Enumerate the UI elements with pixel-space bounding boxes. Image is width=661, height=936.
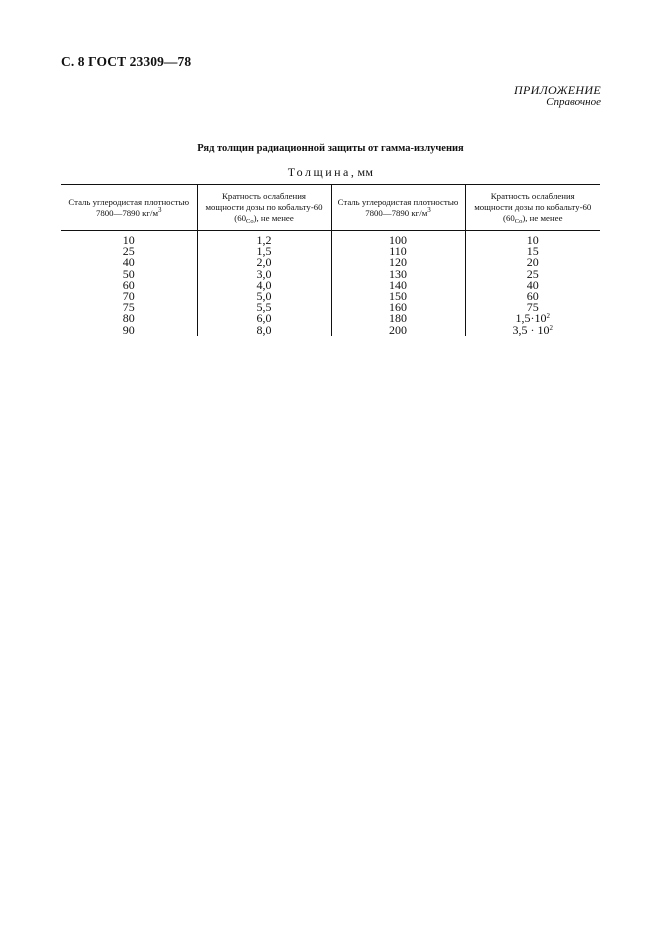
cell-steel-2: 100 bbox=[331, 231, 465, 247]
header-text: Сталь углеродистая плотностью 7800—7890 кг/м bbox=[68, 196, 190, 218]
header-text: Кратность ослабления мощности дозы по кобальту-60 (60 bbox=[474, 191, 592, 223]
cell-attenuation-2: 10 bbox=[465, 231, 600, 247]
appendix-label-block bbox=[514, 84, 601, 108]
table-header-row bbox=[61, 185, 600, 231]
table-row bbox=[61, 291, 600, 302]
cell-attenuation-2 bbox=[465, 322, 600, 337]
cell-steel-2: 150 bbox=[331, 291, 465, 302]
cell-value: 3,5 · 10 bbox=[512, 322, 550, 337]
cell-attenuation-2: 60 bbox=[465, 291, 600, 302]
cell-attenuation-2: 40 bbox=[465, 280, 600, 291]
cell-steel-1: 60 bbox=[122, 277, 135, 292]
cell-attenuation-1: 5,0 bbox=[197, 291, 331, 302]
cell-attenuation-1: 4,0 bbox=[197, 280, 331, 291]
cell-steel-1: 80 bbox=[122, 311, 135, 326]
document-title: Ряд толщин радиационной защиты от гамма-излучения bbox=[197, 143, 464, 154]
table-row bbox=[61, 246, 600, 257]
cell-attenuation-1: 5,5 bbox=[197, 302, 331, 313]
cell-attenuation-1: 8,0 bbox=[197, 325, 331, 336]
header-sup: 3 bbox=[158, 205, 162, 214]
cell-attenuation-1: 6,0 bbox=[197, 313, 331, 324]
cell-steel-1: 10 bbox=[122, 233, 135, 247]
units-label: Толщина bbox=[287, 165, 351, 179]
page-header: С. 8 ГОСТ 23309—78 bbox=[61, 54, 192, 69]
cell-steel-2: 130 bbox=[331, 269, 465, 280]
appendix-type: Справочное bbox=[546, 96, 601, 108]
cell-steel-1: 40 bbox=[122, 255, 135, 270]
header-attenuation-1 bbox=[197, 185, 331, 231]
cell-attenuation-1: 2,0 bbox=[197, 257, 331, 268]
cell-steel-2: 160 bbox=[331, 302, 465, 313]
table-row bbox=[61, 325, 600, 336]
cell-attenuation-1: 1,2 bbox=[197, 231, 331, 247]
cell-steel-1: 70 bbox=[122, 289, 135, 304]
header-sup: 3 bbox=[427, 205, 431, 214]
cell-steel-1: 50 bbox=[122, 266, 135, 281]
cell-exponent: 2 bbox=[546, 312, 550, 321]
cell-steel-1: 25 bbox=[122, 244, 135, 259]
cell-attenuation-2: 75 bbox=[465, 302, 600, 313]
table-row bbox=[61, 257, 600, 268]
appendix-label: ПРИЛОЖЕНИЕ bbox=[514, 83, 601, 97]
table-row bbox=[61, 231, 600, 247]
header-text: Сталь углеродистая плотностью 7800—7890 кг/м bbox=[337, 196, 459, 218]
thickness-table bbox=[61, 184, 600, 336]
cell-steel-2: 110 bbox=[331, 246, 465, 257]
units-suffix: , мм bbox=[350, 165, 374, 179]
header-text: Кратность ослабления мощности дозы по кобальту-60 (60 bbox=[205, 191, 323, 223]
header-text-end: ), не менее bbox=[253, 213, 294, 223]
cell-steel-2: 200 bbox=[331, 325, 465, 336]
cell-steel-2: 120 bbox=[331, 257, 465, 268]
header-sub: Co bbox=[514, 218, 523, 225]
header-steel-thickness-2 bbox=[331, 185, 465, 231]
cell-attenuation-1: 1,5 bbox=[197, 246, 331, 257]
cell-attenuation-2: 20 bbox=[465, 257, 600, 268]
cell-steel-2: 140 bbox=[331, 280, 465, 291]
cell-attenuation-1: 3,0 bbox=[197, 269, 331, 280]
header-attenuation-2 bbox=[465, 185, 600, 231]
table-row bbox=[61, 280, 600, 291]
cell-attenuation-2: 25 bbox=[465, 269, 600, 280]
cell-value: 1,5·10 bbox=[515, 311, 547, 326]
header-steel-thickness-1 bbox=[61, 185, 197, 231]
cell-steel-1: 75 bbox=[122, 300, 135, 315]
cell-attenuation-2: 15 bbox=[465, 246, 600, 257]
cell-exponent: 2 bbox=[549, 323, 553, 332]
units-caption bbox=[0, 165, 661, 180]
cell-steel-1: 90 bbox=[122, 322, 135, 337]
table-row bbox=[61, 269, 600, 280]
header-text-end: ), не менее bbox=[522, 213, 563, 223]
header-sub: Co bbox=[246, 218, 254, 225]
cell-steel-2: 180 bbox=[331, 313, 465, 324]
